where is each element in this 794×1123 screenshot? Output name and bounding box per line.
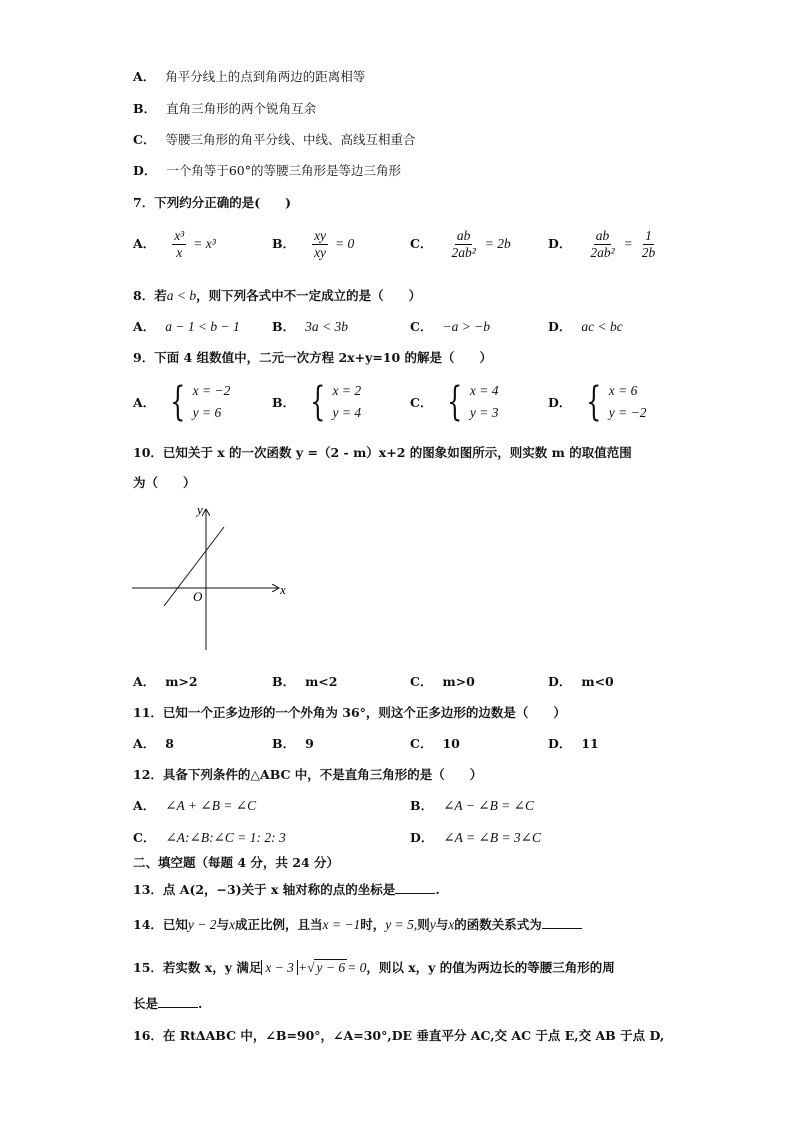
q10-option-c: C． m>0 (410, 674, 475, 689)
brace: { (170, 379, 186, 425)
q9-option-d: D． { x = 6 y = −2 (548, 379, 647, 425)
q10-stem-line2: 为（ ） (133, 475, 196, 490)
q10-stem-line1: 10．已知关于 x 的一次函数 y =（2 - m）x+2 的图象如图所示，则实数 m 的取值范围 (133, 445, 632, 460)
section-heading: 二、填空题（每题 4 分，共 24 分） (133, 855, 340, 870)
q9-stem: 9．下面 4 组数值中，二元一次方程 2x+y=10 的解是（ ） (133, 350, 493, 365)
q16-text: 16．在 RtΔABC 中，∠B=90°，∠A=30°,DE 垂直平分 AC,交 AC 于点 E,交 AB 于点 D, (133, 1028, 665, 1043)
answer-blank (542, 916, 582, 929)
q10-option-b: B． m<2 (272, 674, 338, 689)
q6-option-b: B． 直角三角形的两个锐角互余 (133, 101, 317, 116)
y-axis-label: y (197, 502, 203, 517)
fraction: $\frac{1}{2b}$ (641, 228, 656, 260)
q12-option-b: B． ∠A − ∠B = ∠C (410, 798, 534, 813)
q10-option-d: D． m<0 (548, 674, 614, 689)
q6-option-d: D． 一个角等于60°的等腰三角形是等边三角形 (133, 163, 402, 178)
q7-option-b: B． $\frac{xy}{xy}$ = 0 (272, 228, 355, 260)
q11-option-a: A． 8 (133, 736, 174, 751)
q10-option-a: A． m>2 (133, 674, 198, 689)
q11-option-d: D． 11 (548, 736, 599, 751)
brace: { (447, 379, 463, 425)
q11-stem: 11．已知一个正多边形的一个外角为 36°，则这个正多边形的边数是（ ） (133, 705, 566, 720)
q10-graph (130, 500, 300, 655)
q6-option-c: C． 等腰三角形的角平分线、中线、高线互相重合 (133, 132, 416, 147)
q12-option-c: C． ∠A:∠B:∠C = 1: 2: 3 (133, 830, 286, 845)
q7-option-d: D． $\frac{ab}{\text{2ab²}}$ = $\frac{1}{2b}$ (548, 228, 656, 260)
q14-text: 14．已知y − 2与x成正比例，且当x = −1时，y = 5,则y与x的函数关系式为 (133, 915, 582, 933)
q8-option-c: C． −a > −b (410, 319, 491, 334)
q12-option-a: A． ∠A + ∠B = ∠C (133, 798, 257, 813)
brace: { (586, 379, 602, 425)
fraction: $\frac{\text{x³}}{x}$ (174, 228, 185, 260)
q11-option-c: C． 10 (410, 736, 460, 751)
q8-option-d: D． ac < bc (548, 319, 623, 334)
fraction: $\frac{xy}{xy}$ (314, 228, 327, 260)
fraction: $\frac{ab}{\text{2ab²}}$ (590, 228, 615, 260)
q9-option-b: B． { x = 2 y = 4 (272, 379, 362, 425)
q6-option-a: A． 角平分线上的点到角两边的距离相等 (133, 69, 366, 84)
q7-stem: 7．下列约分正确的是( ) (133, 195, 292, 210)
q12-option-d: D． ∠A = ∠B = 3∠C (410, 830, 542, 845)
q13-text: 13．点 A(2，−3)关于 x 轴对称的点的坐标是 . (133, 882, 440, 897)
q8-option-b: B． 3a < 3b (272, 319, 348, 334)
q15-text: 15．若实数 x，y 满足 x − 3 +√ y − 6 = 0，则以 x，y 的值为两边长的等腰三角形的周 (133, 960, 615, 975)
q8-stem: 8．若a < b，则下列各式中不一定成立的是（ ） (133, 288, 422, 303)
q7-option-c: C． $\frac{ab}{\text{2ab²}}$ = 2b (410, 228, 511, 260)
q9-option-a: A． { x = −2 y = 6 (133, 379, 231, 425)
q7-option-a: A． $\frac{\text{x³}}{x}$ = x³ (133, 228, 216, 260)
answer-blank (158, 995, 198, 1008)
q8-option-a: A． a − 1 < b − 1 (133, 319, 240, 334)
origin-label: O (193, 589, 203, 604)
brace: { (310, 379, 326, 425)
q9-option-c: C． { x = 4 y = 3 (410, 379, 499, 425)
x-axis-label: x (280, 582, 286, 597)
q12-stem: 12．具备下列条件的△ABC 中，不是直角三角形的是（ ） (133, 767, 483, 782)
answer-blank (395, 881, 435, 894)
q11-option-b: B． 9 (272, 736, 314, 751)
fraction: $\frac{ab}{\text{2ab²}}$ (451, 228, 476, 260)
q15-text-line2: 长是 . (133, 996, 203, 1011)
